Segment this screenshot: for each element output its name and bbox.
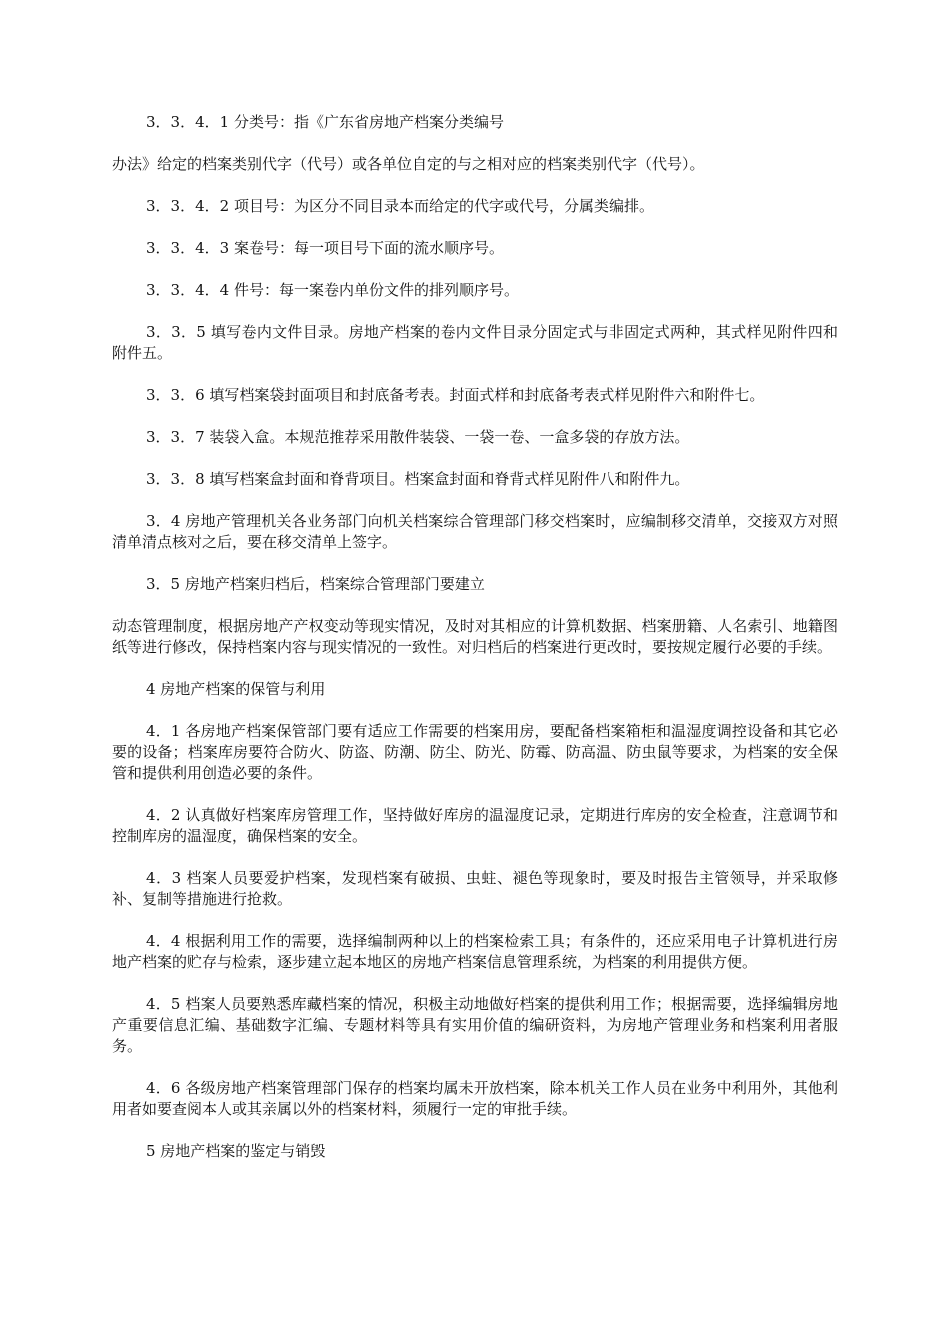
section-heading-5: 5 房地产档案的鉴定与销毁	[146, 1142, 326, 1160]
paragraph-3-3-4-3: 3．3．4．3 案卷号：每一项目号下面的流水顺序号。	[146, 239, 504, 257]
paragraph-3-3-4-4: 3．3．4．4 件号：每一案卷内单份文件的排列顺序号。	[146, 281, 519, 299]
paragraph-3-3-4-2: 3．3．4．2 项目号：为区分不同目录本而给定的代字或代号，分属类编排。	[146, 197, 654, 215]
paragraph-4-3: 4．3 档案人员要爱护档案，发现档案有破损、虫蛀、褪色等现象时，要及时报告主管领导，并采取修补、复制等措施进行抢救。	[112, 869, 838, 908]
paragraph-3-3-8: 3．3．8 填写档案盒封面和脊背项目。档案盒封面和脊背式样见附件八和附件九。	[146, 470, 690, 488]
paragraph-4-1: 4．1 各房地产档案保管部门要有适应工作需要的档案用房，要配备档案箱柜和温湿度调控设备和其它必要的设备；档案库房要符合防火、防盗、防潮、防尘、防光、防霉、防高温、防虫鼠等要求，为档案的安全保管和提供利用创造必要的条件。	[112, 722, 838, 782]
paragraph-4-6: 4．6 各级房地产档案管理部门保存的档案均属未开放档案，除本机关工作人员在业务中利用外，其他利用者如要查阅本人或其亲属以外的档案材料，须履行一定的审批手续。	[112, 1079, 838, 1118]
paragraph-4-5: 4．5 档案人员要熟悉库藏档案的情况，积极主动地做好档案的提供利用工作；根据需要，选择编辑房地产重要信息汇编、基础数字汇编、专题材料等具有实用价值的编研资料，为房地产管理业务和档案利用者服务。	[112, 995, 838, 1055]
paragraph-continuation-1: 办法》给定的档案类别代字（代号）或各单位自定的与之相对应的档案类别代字（代号）。	[112, 155, 705, 173]
paragraph-3-3-6: 3．3．6 填写档案袋封面项目和封底备考表。封面式样和封底备考表式样见附件六和附件七。	[146, 386, 765, 404]
paragraph-3-3-7: 3．3．7 装袋入盒。本规范推荐采用散件装袋、一袋一卷、一盒多袋的存放方法。	[146, 428, 690, 446]
paragraph-3-3-5: 3．3．5 填写卷内文件目录。房地产档案的卷内文件目录分固定式与非固定式两种，其式样见附件四和附件五。	[112, 323, 838, 362]
paragraph-3-3-4-1: 3．3．4．1 分类号：指《广东省房地产档案分类编号	[146, 113, 504, 131]
paragraph-continuation-2: 动态管理制度，根据房地产产权变动等现实情况，及时对其相应的计算机数据、档案册籍、人名索引、地籍图纸等进行修改，保持档案内容与现实情况的一致性。对归档后的档案进行更改时，要按规定履行必要的手续。	[112, 617, 838, 656]
document-body	[112, 112, 838, 1183]
section-heading-4: 4 房地产档案的保管与利用	[146, 680, 326, 698]
paragraph-4-4: 4．4 根据利用工作的需要，选择编制两种以上的档案检索工具；有条件的，还应采用电子计算机进行房地产档案的贮存与检索，逐步建立起本地区的房地产档案信息管理系统，为档案的利用提供方便。	[112, 932, 838, 971]
paragraph-3-5: 3．5 房地产档案归档后，档案综合管理部门要建立	[146, 575, 485, 593]
paragraph-3-4: 3．4 房地产管理机关各业务部门向机关档案综合管理部门移交档案时，应编制移交清单，交接双方对照清单清点核对之后，要在移交清单上签字。	[112, 512, 838, 551]
paragraph-4-2: 4．2 认真做好档案库房管理工作，坚持做好库房的温湿度记录，定期进行库房的安全检查，注意调节和控制库房的温湿度，确保档案的安全。	[112, 806, 838, 845]
